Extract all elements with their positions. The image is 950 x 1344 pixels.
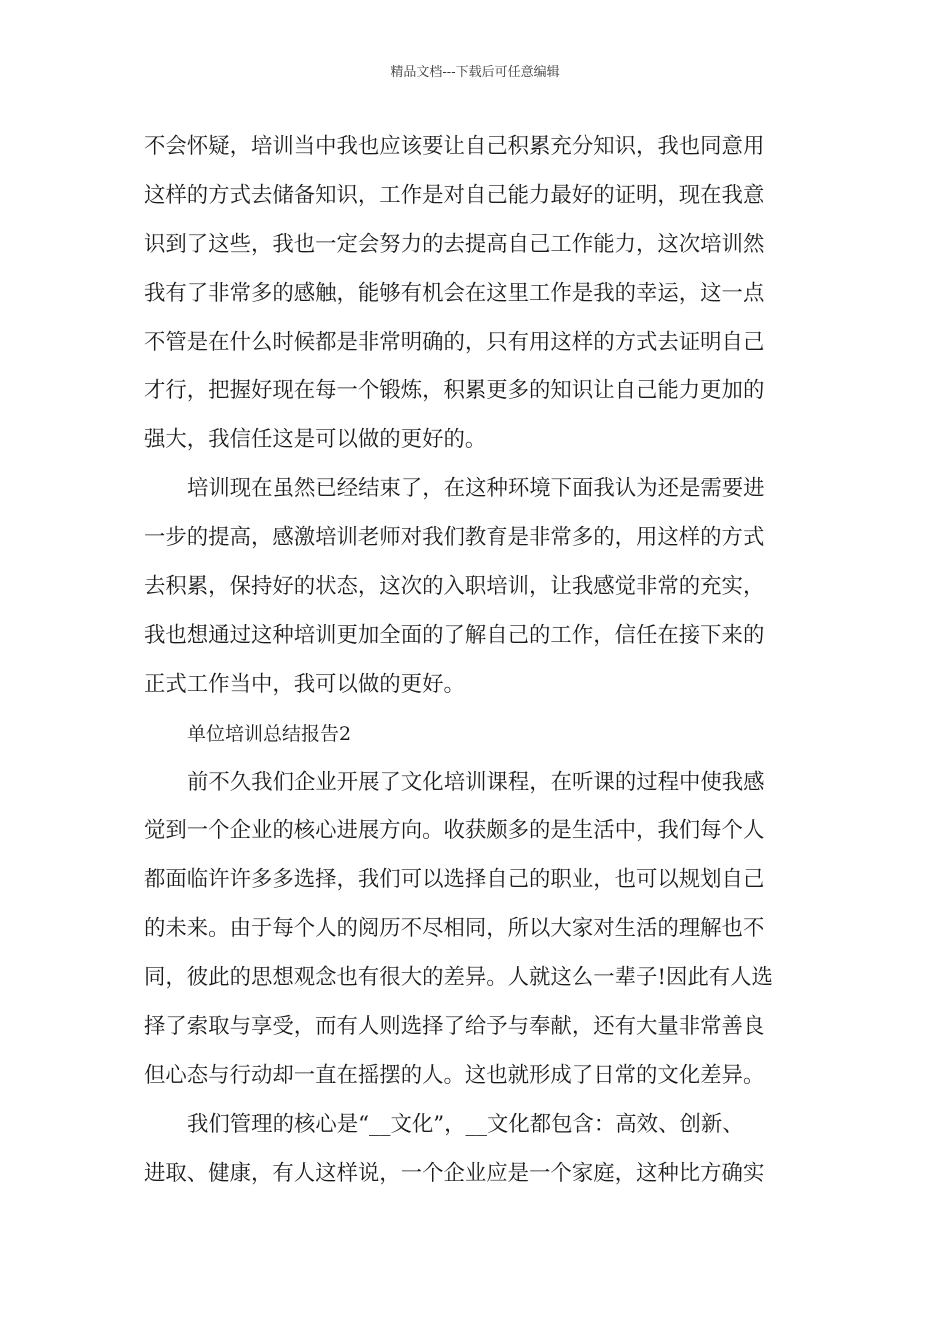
section-heading — [144, 719, 812, 768]
text-line: 但心态与行动却一直在摇摆的人。这也就形成了日常的文化差异。 — [144, 1062, 765, 1088]
text-line: 不管是在什么时候都是非常明确的，只有用这样的方式去证明自己 — [144, 329, 765, 355]
text-line: 我们管理的核心是“__文化”，__文化都包含：高效、创新、 — [187, 1111, 744, 1137]
text-line: 一步的提高，感激培训老师对我们教育是非常多的，用这样的方式 — [144, 525, 765, 551]
paragraph — [144, 474, 812, 718]
text-line: 都面临许许多多选择，我们可以选择自己的职业，也可以规划自己 — [144, 867, 765, 893]
text-line: 识到了这些，我也一定会努力的去提高自己工作能力，这次培训然 — [144, 231, 765, 257]
paragraph — [144, 768, 812, 1110]
text-line: 去积累，保持好的状态，这次的入职培训，让我感觉非常的充实， — [144, 574, 765, 600]
text-line: 强大，我信任这是可以做的更好的。 — [144, 427, 487, 453]
text-line: 的未来。由于每个人的阅历不尽相同，所以大家对生活的理解也不 — [144, 916, 765, 942]
text-line: 前不久我们企业开展了文化培训课程，在听课的过程中使我感 — [187, 769, 765, 795]
text-line: 我有了非常多的感触，能够有机会在这里工作是我的幸运，这一点 — [144, 280, 765, 306]
paragraph — [144, 1110, 812, 1208]
text-line: 正式工作当中，我可以做的更好。 — [144, 671, 465, 697]
text-line: 这样的方式去储备知识，工作是对自己能力最好的证明，现在我意 — [144, 182, 765, 208]
page-header: 精品文档---下载后可任意编辑 — [390, 65, 560, 80]
paragraph — [144, 132, 812, 474]
text-line: 我也想通过这种培训更加全面的了解自己的工作，信任在接下来的 — [144, 622, 765, 648]
text-line: 觉到一个企业的核心进展方向。收获颇多的是生活中，我们每个人 — [144, 818, 765, 844]
heading-line: 单位培训总结报告2 — [187, 722, 352, 745]
text-line: 进取、健康，有人这样说，一个企业应是一个家庭，这种比方确实 — [144, 1160, 765, 1186]
document-body — [144, 132, 812, 1208]
text-line: 同，彼此的思想观念也有很大的差异。人就这么一辈子!因此有人选 — [144, 965, 773, 991]
text-line: 培训现在虽然已经结束了，在这种环境下面我认为还是需要进 — [187, 476, 765, 502]
text-line: 择了索取与享受，而有人则选择了给予与奉献，还有大量非常善良 — [144, 1014, 765, 1040]
text-line: 不会怀疑，培训当中我也应该要让自己积累充分知识，我也同意用 — [144, 134, 765, 159]
text-line: 才行，把握好现在每一个锻炼，积累更多的知识让自己能力更加的 — [144, 378, 765, 404]
